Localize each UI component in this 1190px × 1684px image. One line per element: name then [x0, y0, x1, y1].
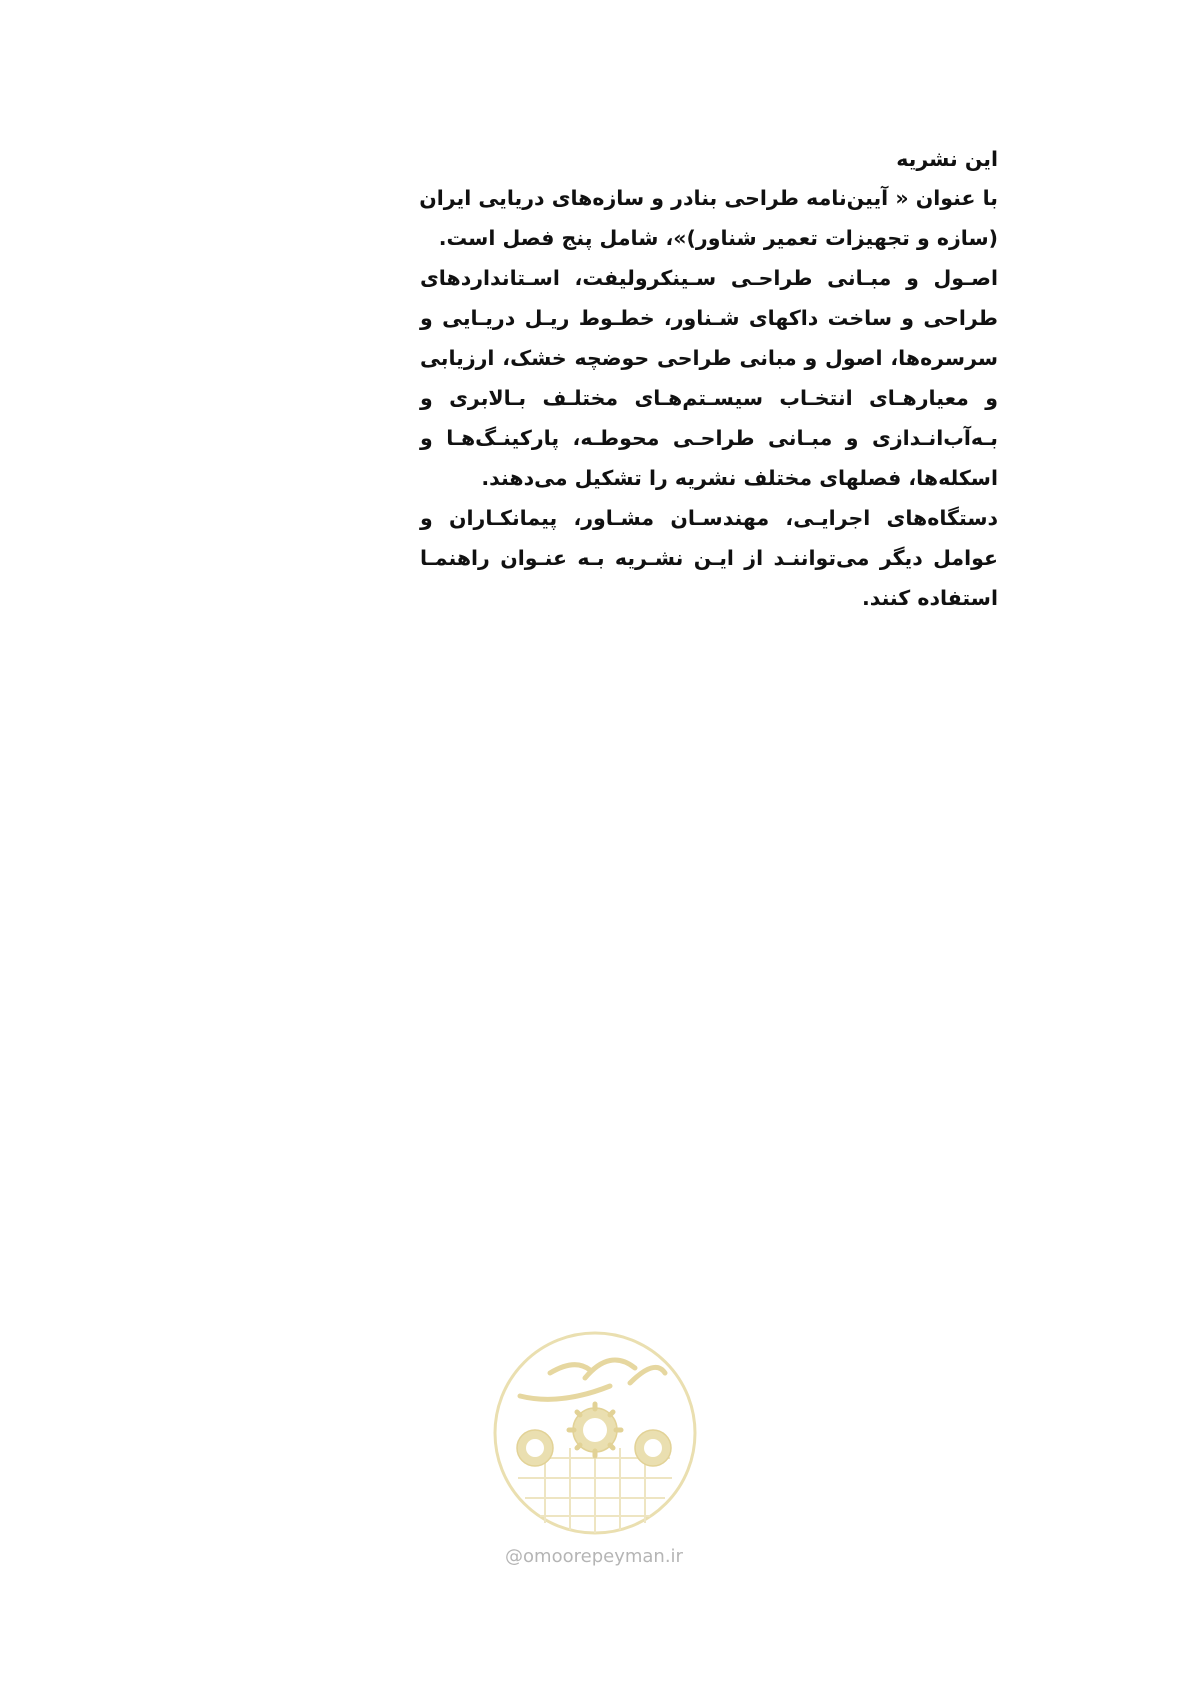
- publication-intro-text: [420, 140, 998, 618]
- text-line-5: طراحی و ساخت داکهای شـناور، خطـوط ریـل دریـایی و: [420, 306, 998, 330]
- text-line-1: این نشریه: [896, 147, 998, 171]
- text-line-7: و معیارهـای انتخـاب سیسـتم‌هـای مختلـف بـالابری و: [420, 386, 998, 410]
- text-line-10: دستگاه‌های اجرایـی، مهندسـان مشـاور، پیمانکـاران و: [420, 506, 998, 530]
- text-line-4: اصـول و مبـانی طراحـی سـینکرولیفت، اسـتانداردهای: [420, 266, 998, 290]
- text-line-6: سرسره‌ها، اصول و مبانی طراحی حوضچه خشک، ارزیابی: [420, 346, 998, 370]
- omoorepeyman-logo-icon: [490, 1328, 700, 1538]
- website-watermark: @omoorepeyman.ir: [505, 1546, 683, 1567]
- text-line-8: بـه‌آب‌انـدازی و مبـانی طراحـی محوطـه، پارکینـگ‌هـا و: [420, 426, 998, 450]
- text-line-11: عوامل دیگر می‌تواننـد از ایـن نشـریه بـه عنـوان راهنمـا: [420, 546, 998, 570]
- text-line-9: اسکله‌ها، فصلهای مختلف نشریه را تشکیل می‌دهند.: [481, 466, 998, 490]
- text-line-2: با عنوان « آیین‌نامه طراحی بنادر و سازه‌های دریایی ایران: [419, 186, 998, 210]
- text-line-3: (سازه و تجهیزات تعمیر شناور)»، شامل پنج فصل است.: [438, 226, 998, 250]
- text-line-12: استفاده کنند.: [861, 586, 998, 610]
